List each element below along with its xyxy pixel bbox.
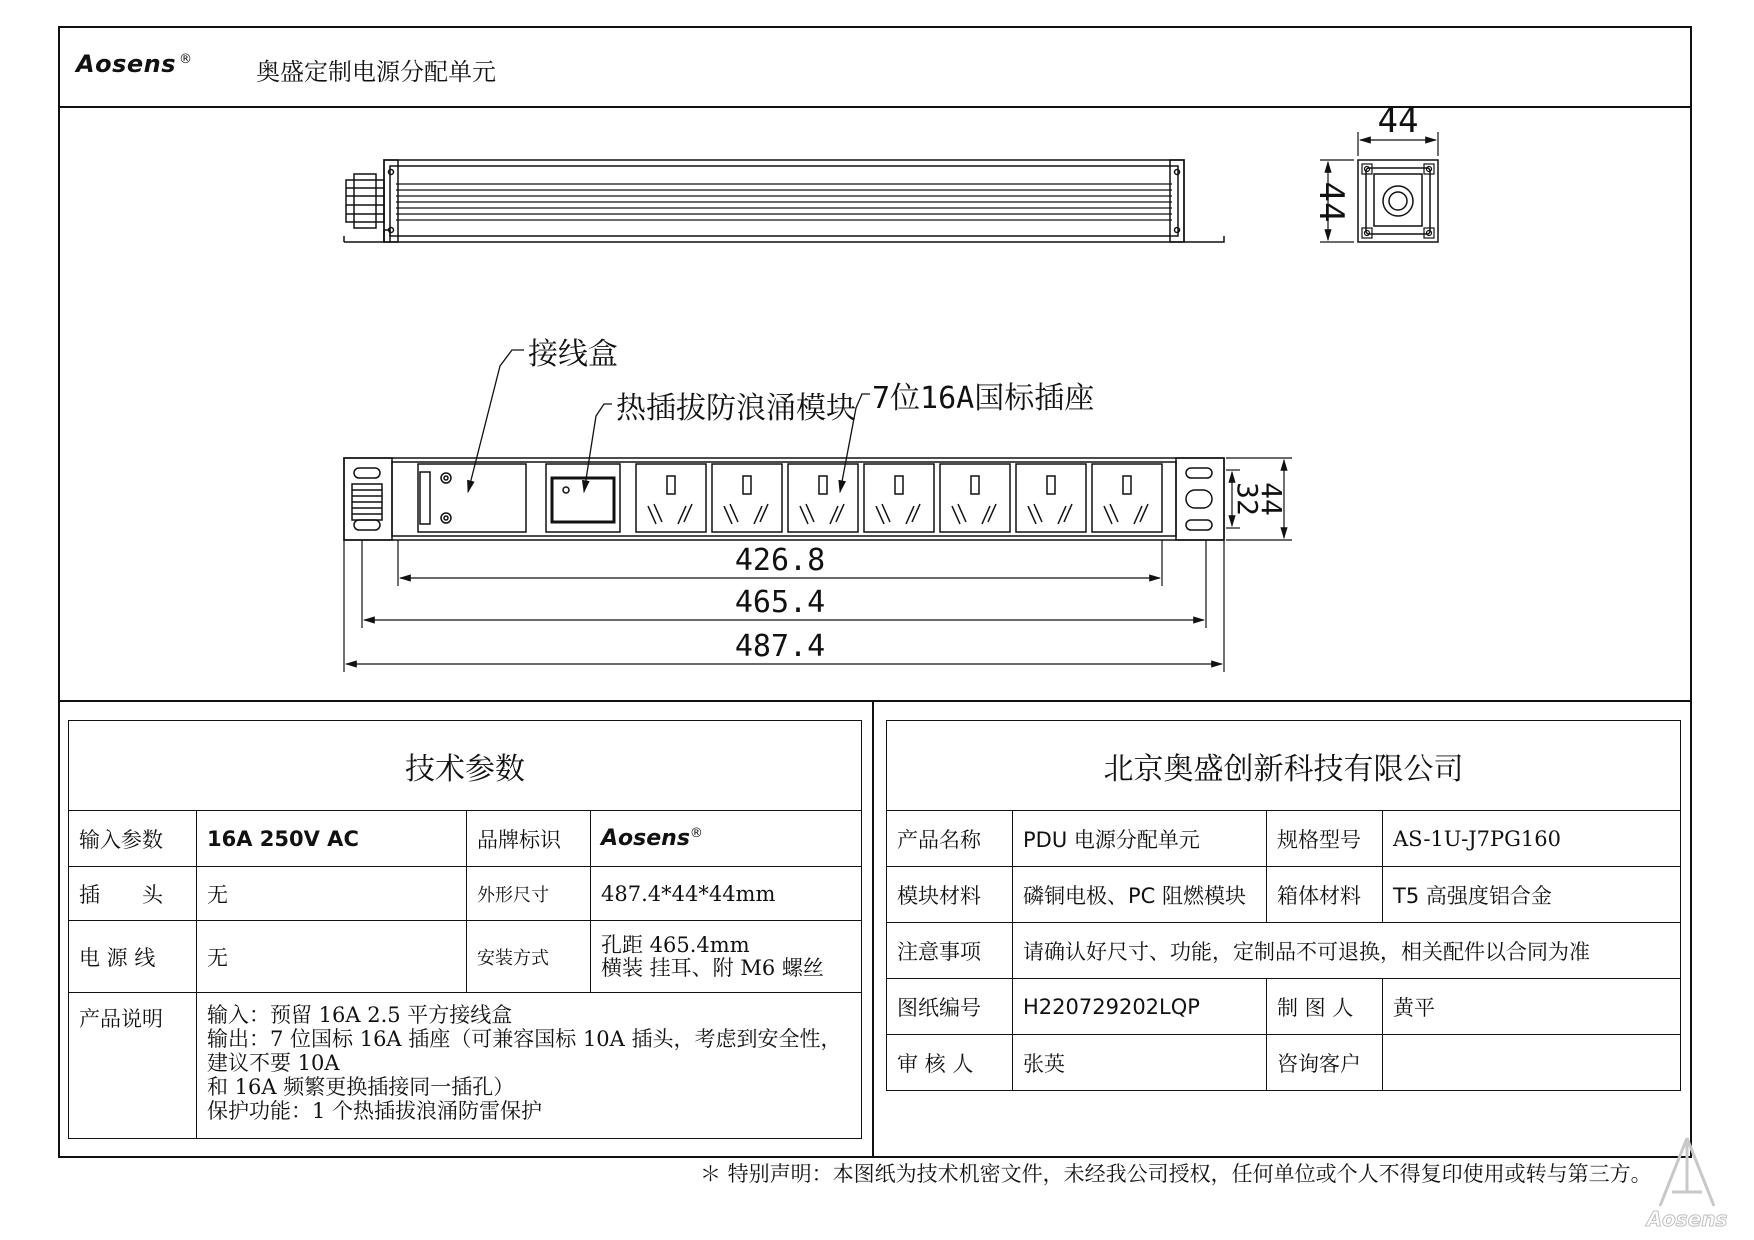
input-value: 16A 250V AC [197, 811, 467, 867]
notes-value: 请确认好尺寸、功能，定制品不可退换，相关配件以合同为准 [1013, 923, 1681, 979]
socket-row [636, 464, 1162, 532]
drafter-value: 黄平 [1383, 979, 1681, 1035]
client-label: 咨询客户 [1267, 1035, 1383, 1091]
drafter-label: 制 图 人 [1267, 979, 1383, 1035]
cord-value: 无 [197, 921, 467, 993]
brand-value: Aosens® [591, 811, 862, 867]
front-height-label: 44 [1255, 482, 1288, 516]
client-value [1383, 1035, 1681, 1091]
product-name-value: PDU 电源分配单元 [1013, 811, 1267, 867]
end-height-label: 44 [1311, 181, 1351, 223]
model-value: AS-1U-J7PG160 [1383, 811, 1681, 867]
size-label: 外形尺寸 [467, 867, 591, 921]
cord-label: 电 源 线 [69, 921, 197, 993]
desc-value: 输入：预留 16A 2.5 平方接线盒 输出：7 位国标 16A 插座（可兼容国标 10A 插头，考虑到安全性，建议不要 10A 和 16A 频繁更换插接同一插孔） 保护功能：1 个热插拔浪涌防雷保护 [197, 993, 862, 1139]
case-material-value: T5 高强度铝合金 [1383, 867, 1681, 923]
length-426-label: 426.8 [734, 543, 826, 578]
company-info-table [886, 720, 1681, 1091]
desc-label: 产品说明 [69, 993, 197, 1139]
callout-junction-box: 接线盒 [528, 337, 618, 372]
notes-label: 注意事项 [887, 923, 1013, 979]
product-name-label: 产品名称 [887, 811, 1013, 867]
drawing-number-label: 图纸编号 [887, 979, 1013, 1035]
callout-sockets: 7位16A国标插座 [872, 381, 1095, 416]
inner-height-label: 32 [1231, 482, 1264, 516]
tech-params-table [68, 720, 862, 1139]
brand-logo: Aosens ® [76, 50, 193, 78]
module-material-value: 磷铜电极、PC 阻燃模块 [1013, 867, 1267, 923]
reviewer-label: 审 核 人 [887, 1035, 1013, 1091]
end-view [1358, 160, 1438, 242]
side-view [344, 160, 1224, 242]
brand-label: 品牌标识 [467, 811, 591, 867]
section-divider [58, 700, 1692, 702]
input-label: 输入参数 [69, 811, 197, 867]
mount-value: 孔距 465.4mm 横装 挂耳、附 M6 螺丝 [591, 921, 862, 993]
watermark-logo [1632, 1132, 1742, 1232]
confidential-notice: ＊ 特别声明：本图纸为技术机密文件，未经我公司授权，任何单位或个人不得复印使用或转与第三方。 [700, 1162, 1652, 1186]
length-487-label: 487.4 [734, 629, 826, 664]
reviewer-value: 张英 [1013, 1035, 1267, 1091]
table-divider [872, 700, 874, 1158]
case-material-label: 箱体材料 [1267, 867, 1383, 923]
page-title: 奥盛定制电源分配单元 [256, 58, 496, 86]
plug-value: 无 [197, 867, 467, 921]
mount-label: 安装方式 [467, 921, 591, 993]
company-name: 北京奥盛创新科技有限公司 [887, 721, 1681, 811]
callout-surge-module: 热插拔防浪涌模块 [616, 391, 856, 426]
socket-7 [1092, 464, 1162, 532]
size-value: 487.4*44*44mm [591, 867, 862, 921]
model-label: 规格型号 [1267, 811, 1383, 867]
watermark-mark-icon [1632, 1132, 1742, 1232]
socket-4 [864, 464, 934, 532]
socket-5 [940, 464, 1010, 532]
plug-label: 插 头 [69, 867, 197, 921]
module-material-label: 模块材料 [887, 867, 1013, 923]
socket-1 [636, 464, 706, 532]
socket-3 [788, 464, 858, 532]
socket-6 [1016, 464, 1086, 532]
length-465-label: 465.4 [734, 585, 826, 620]
drawing-number-value: H220729202LQP [1013, 979, 1267, 1035]
socket-2 [712, 464, 782, 532]
tech-table-caption: 技术参数 [69, 721, 862, 811]
end-width-label: 44 [1377, 101, 1419, 141]
watermark-text: Aosens [1646, 1207, 1728, 1231]
